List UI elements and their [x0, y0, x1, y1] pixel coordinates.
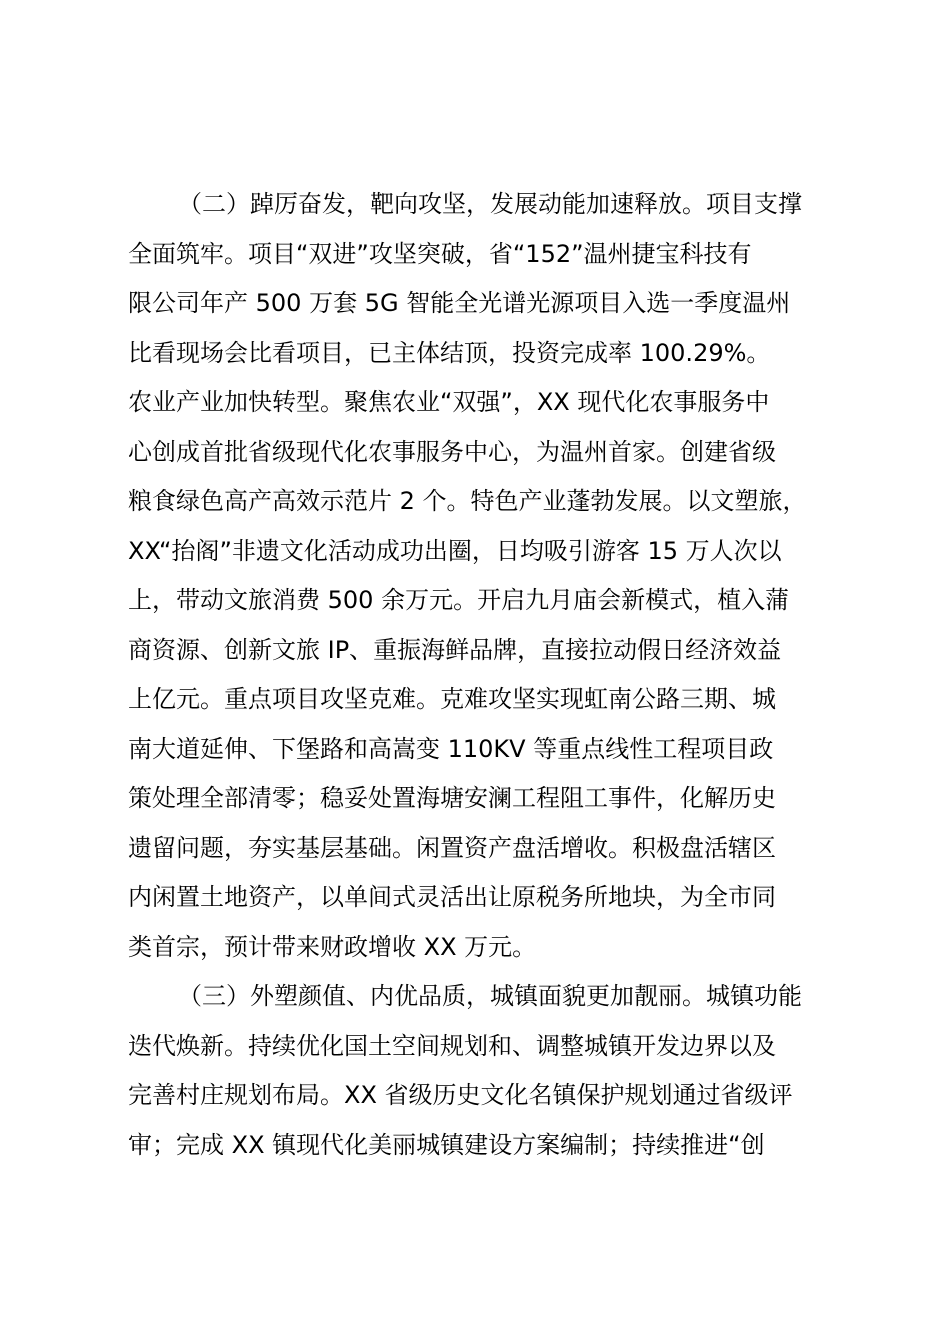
- paragraph-line: 上，带动文旅消费 500 余万元。开启九月庙会新模式，植入蒲: [128, 586, 790, 614]
- paragraph-line: 比看现场会比看项目，已主体结顶，投资完成率 100.29%。: [128, 338, 771, 367]
- paragraph-line: 限公司年产 500 万套 5G 智能全光谱光源项目入选一季度温州: [128, 289, 791, 317]
- paragraph-line: 策处理全部清零；稳妥处置海塘安澜工程阻工事件，化解历史: [128, 784, 776, 812]
- paragraph-line: 完善村庄规划布局。XX 省级历史文化名镇保护规划通过省级评: [128, 1081, 793, 1109]
- paragraph-line: 内闲置土地资产，以单间式灵活出让原税务所地块，为全市同: [128, 883, 776, 911]
- paragraph-line: 迭代焕新。持续优化国土空间规划和、调整城镇开发边界以及: [128, 1031, 776, 1060]
- paragraph-line: （二）踔厉奋发，靶向攻坚，发展动能加速释放。项目支撑: [178, 190, 802, 218]
- body-text: [128, 180, 840, 1170]
- paragraph-line: 南大道延伸、下堡路和高嵩变 110KV 等重点线性工程项目政: [128, 734, 774, 763]
- paragraph-line: 上亿元。重点项目攻坚克难。克难攻坚实现虹南公路三期、城: [128, 685, 776, 713]
- paragraph-line: 全面筑牢。项目“双进”攻坚突破，省“152”温州捷宝科技有: [128, 239, 752, 268]
- paragraph-line: 审；完成 XX 镇现代化美丽城镇建设方案编制；持续推进“创: [128, 1130, 765, 1159]
- paragraph-line: 粮食绿色高产高效示范片 2 个。特色产业蓬勃发展。以文塑旅，: [128, 487, 807, 515]
- paragraph-line: （三）外塑颜值、内优品质，城镇面貌更加靓丽。城镇功能: [178, 982, 802, 1010]
- paragraph-line: 农业产业加快转型。聚焦农业“双强”，XX 现代化农事服务中: [128, 388, 770, 416]
- paragraph-line: XX“抬阁”非遗文化活动成功出圈，日均吸引游客 15 万人次以: [128, 536, 782, 565]
- paragraph-line: 遗留问题，夯实基层基础。闲置资产盘活增收。积极盘活辖区: [128, 833, 776, 862]
- paragraph-line: 商资源、创新文旅 IP、重振海鲜品牌，直接拉动假日经济效益: [128, 635, 782, 664]
- paragraph-line: 类首宗，预计带来财政增收 XX 万元。: [128, 932, 537, 961]
- paragraph-line: 心创成首批省级现代化农事服务中心，为温州首家。创建省级: [128, 437, 776, 466]
